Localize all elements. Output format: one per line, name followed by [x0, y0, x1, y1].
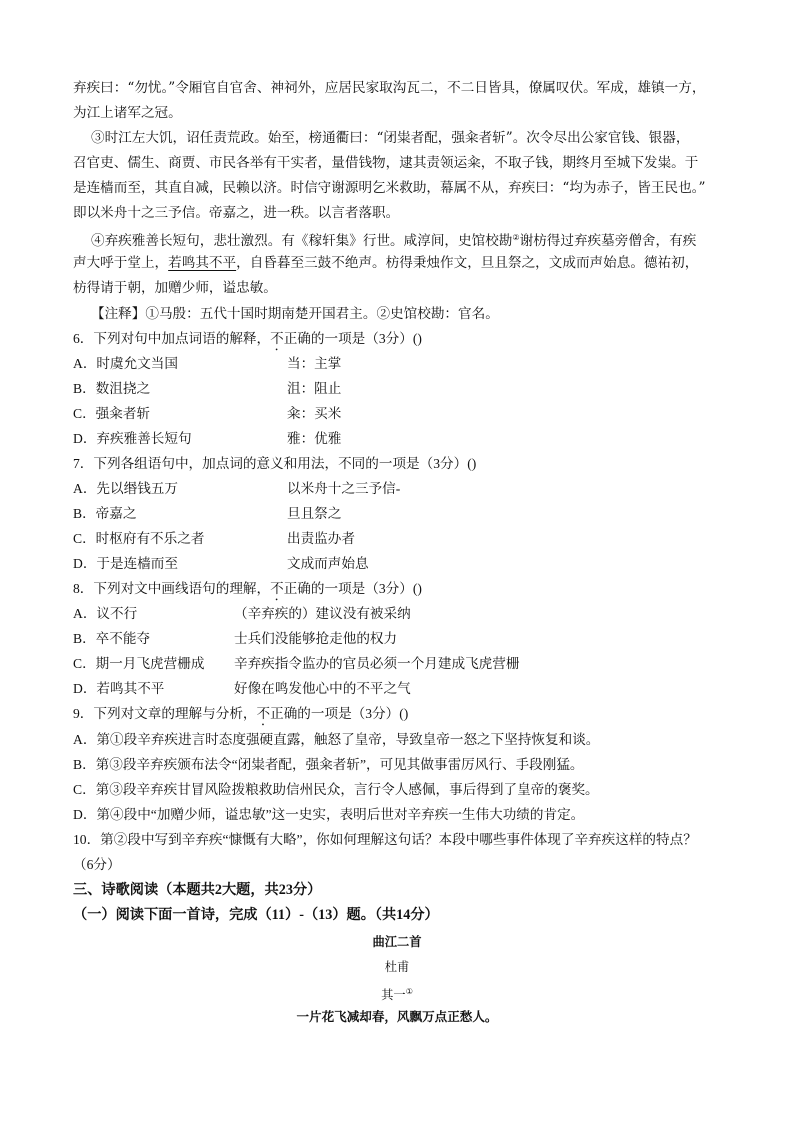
q10-line1: 10．第②段中写到辛弃疾“慷慨有大略”，你如何理解这句话？本段中哪些事件体现了辛弃疾这样的特点？ — [73, 832, 697, 847]
q9-option-b: B．第③段辛弃疾颁布法令“闭粜者配，强籴者斩”，可见其做事雷厉风行、手段刚猛。 — [73, 757, 584, 772]
q9-option-c: C．第③段辛弃疾甘冒风险拨粮救助信州民众，言行令人感佩，事后得到了皇帝的褒奖。 — [73, 782, 599, 797]
passage-p4-line3: 枋得请于朝，加赠少师，谥忠敏。 — [73, 280, 277, 296]
q9-stem-b: 正确的一项是（3分）() — [270, 706, 409, 721]
poem-part-label: 其一 — [381, 988, 406, 1002]
q7-option-b: B．帝嘉之 — [73, 506, 137, 521]
q6-option-d: D．弃疾雅善长短句 — [73, 431, 192, 446]
q8-option-c-right: 辛弃疾指令监办的官员必须一个月建成飞虎营栅 — [234, 656, 520, 671]
passage-p4-line1 — [91, 229, 696, 250]
passage-p3-line4: 即以米舟十之三予信。帝嘉之，进一秩。以言者落职。 — [73, 205, 400, 221]
passage-p4-line1-a: ④弃疾雅善长短句，悲壮激烈。有《稼轩集》行世。咸淳间，史馆校勘 — [91, 233, 513, 249]
q8-stem-dot: 不 — [270, 581, 284, 596]
q8-option-a: A．议不行 — [73, 606, 138, 621]
q7-option-d: D．于是连樯而至 — [73, 556, 178, 571]
q8-option-d: D．若鸣其不平 — [73, 681, 165, 696]
poem-title: 曲江二首 — [372, 934, 422, 949]
passage-p3-line1: ③时江左大饥，诏任责荒政。始至，榜通衢曰：“闭粜者配，强籴者斩”。次令尽出公家官钱、银器， — [91, 130, 690, 146]
passage-p4-line2-a: 声大呼于堂上， — [73, 255, 169, 271]
q6-option-c-gloss: 籴：买米 — [287, 406, 342, 421]
q7-option-b-right: 旦且祭之 — [287, 506, 342, 521]
passage-note: 【注释】①马殷：五代十国时期南楚开国君主。②史馆校勘：官名。 — [91, 306, 499, 322]
q7-option-a: A．先以缗钱五万 — [73, 481, 178, 496]
section3-subtitle: （一）阅读下面一首诗，完成（11）-（13）题。（共14分） — [73, 907, 439, 923]
poem-author: 杜甫 — [384, 960, 410, 974]
q6-option-b-gloss: 沮：阻止 — [287, 381, 342, 396]
q7-option-a-right: 以米舟十之三予信- — [287, 481, 401, 496]
q6-stem-dot: 不 — [270, 331, 284, 346]
passage-p1-line1: 弃疾曰：“勿忧。”令厢官自官舍、神祠外，应居民家取沟瓦二，不二日皆具，僚属叹伏。军成，雄镇一方， — [73, 80, 706, 96]
q6-option-a: A．时虞允文当国 — [73, 356, 178, 371]
q9-stem-dot: 不 — [256, 706, 271, 721]
q8-stem-a: 8．下列对文中画线语句的理解， — [73, 581, 271, 596]
q8-option-b-right: 士兵们没能够抢走他的权力 — [234, 631, 398, 646]
q6-option-c: C．强籴者斩 — [73, 406, 151, 421]
section3-title: 三、诗歌阅读（本题共2大题，共23分） — [73, 882, 322, 898]
q8-stem — [73, 580, 422, 604]
q8-option-d-right: 好像在鸣发他心中的不平之气 — [234, 681, 411, 696]
q9-stem-a: 9．下列对文章的理解与分析， — [73, 706, 257, 721]
passage-p4-line2 — [73, 254, 698, 272]
q8-stem-b: 正确的一项是（3分）() — [283, 581, 422, 596]
q6-option-b: B．数沮挠之 — [73, 381, 151, 396]
q7-option-d-right: 文成而声始息 — [287, 556, 369, 571]
q9-option-a: A．第①段辛弃疾进言时态度强硬直露，触怒了皇帝，导致皇帝一怒之下坚持恢复和谈。 — [73, 732, 600, 747]
q7-stem: 7．下列各组语句中，加点词的意义和用法，不同的一项是（3分）() — [73, 456, 477, 471]
q9-option-d: D．第④段中“加赠少师，谥忠敏”这一史实，表明后世对辛弃疾一生伟大功绩的肯定。 — [73, 807, 585, 822]
q6-stem-b: 正确的一项是（3分）() — [283, 331, 422, 346]
q6-option-a-gloss: 当：主掌 — [287, 356, 342, 371]
q6-stem — [73, 330, 422, 354]
passage-p3-line3: 是连樯而至，其直自减，民赖以济。时信守谢源明乞米救助，幕属不从，弃疾曰：“均为赤子，皆王民也。” — [73, 180, 706, 196]
q6-stem-a: 6．下列对句中加点词语的解释， — [73, 331, 271, 346]
poem-part — [0, 983, 794, 1004]
poem-line1: 一片花飞减却春，风飘万点正愁人。 — [296, 1009, 498, 1024]
q8-option-c: C．期一月飞虎营栅成 — [73, 656, 205, 671]
passage-p4-line2-b: ，自昏暮至三鼓不绝声。枋得秉烛作文，旦且祭之，文成而声始息。德祐初， — [236, 255, 699, 271]
q9-stem — [73, 705, 408, 729]
passage-p3-line2: 召官吏、儒生、商贾、市民各举有干实者，量借钱物，逮其责领运籴，不取子钱，期终月至城下发粜。于 — [73, 155, 699, 171]
passage-p4-line1-b: 谢枋得过弃疾墓旁僧舍，有疾 — [519, 233, 697, 249]
footnote-ref-2: ② — [512, 233, 520, 242]
q6-option-d-gloss: 雅：优雅 — [287, 431, 342, 446]
poem-footnote-ref: ① — [405, 987, 413, 996]
passage-p1-line2: 为江上诸军之冠。 — [73, 105, 182, 121]
q10-line2: （6分） — [73, 857, 121, 872]
q8-option-a-right: （辛弃疾的）建议没有被采纳 — [234, 606, 411, 621]
underlined-phrase: 若鸣其不平 — [168, 255, 237, 271]
q7-option-c-right: 出责监办者 — [287, 531, 355, 546]
q8-option-b: B．卒不能夺 — [73, 631, 151, 646]
q7-option-c: C．时枢府有不乐之者 — [73, 531, 205, 546]
